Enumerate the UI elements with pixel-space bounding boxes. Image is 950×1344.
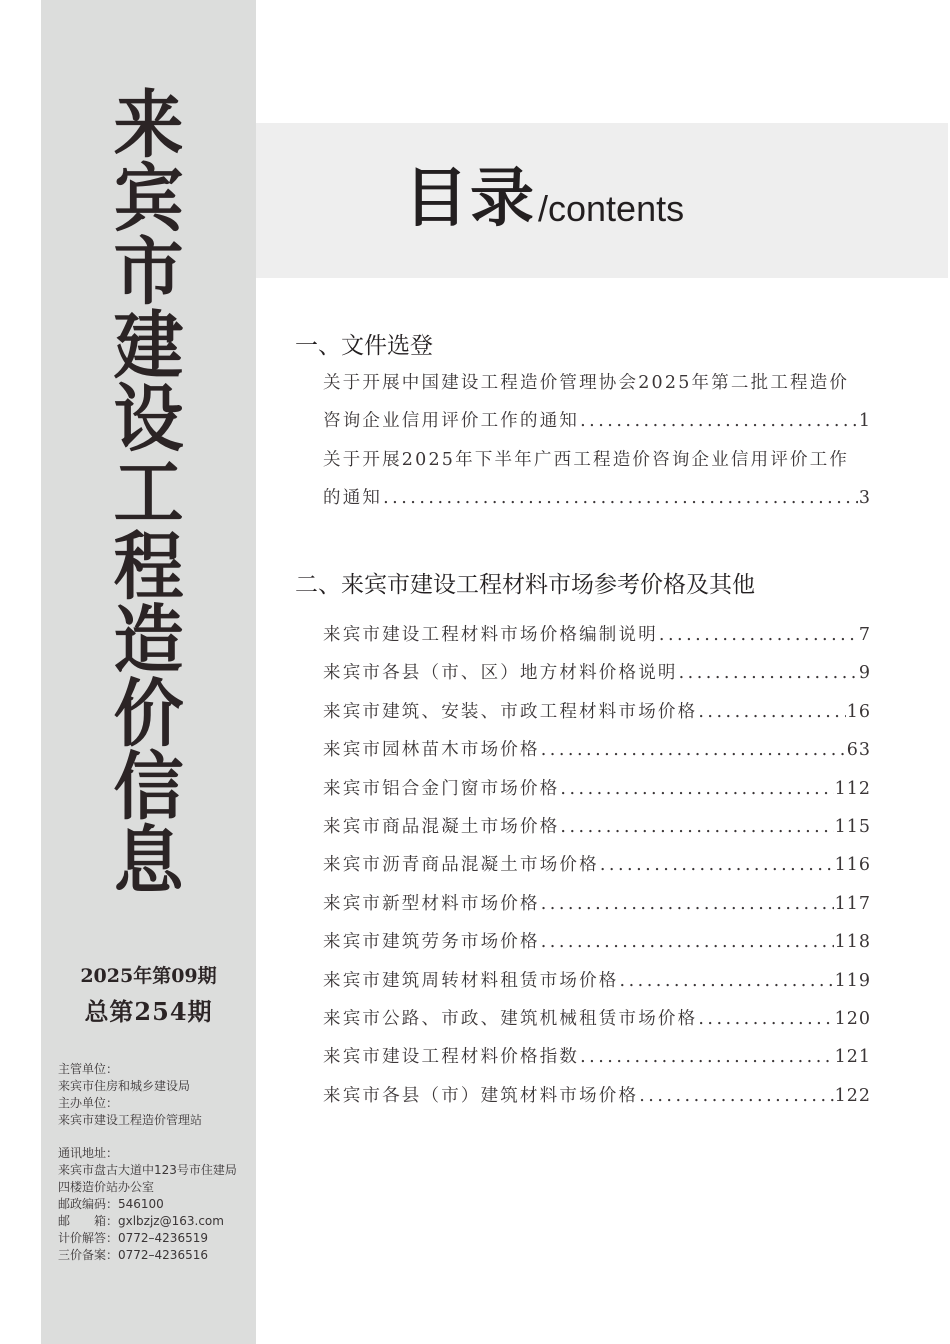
toc-entry[interactable] — [323, 923, 871, 961]
total-issue-number: 总第254期 — [84, 997, 213, 1026]
info-line: 邮 箱：gxlbzjz@163.com — [58, 1214, 224, 1228]
toc-entry-label: 来宾市各县（市）建筑材料市场价格 — [323, 1085, 639, 1106]
title-char: 建 — [113, 301, 184, 389]
toc-entry-label: 来宾市建设工程材料市场价格编制说明 — [323, 625, 658, 645]
toc-page-number: 117 — [834, 893, 871, 914]
toc-page-number: 1 — [858, 411, 871, 432]
toc-entry[interactable] — [323, 885, 871, 923]
section-title: 二、来宾市建设工程材料市场参考价格及其他 — [295, 572, 755, 598]
leader-dots — [600, 846, 834, 884]
title-char: 信 — [113, 743, 184, 831]
section-title: 一、文件选登 — [295, 333, 433, 359]
title-char: 价 — [113, 669, 184, 757]
title-char: 造 — [113, 596, 184, 684]
page-title-en: /contents — [538, 188, 685, 229]
page-title: 目录 — [404, 161, 536, 236]
toc-entry[interactable] — [323, 364, 871, 441]
issue-number: 2025年第09期 — [80, 965, 217, 987]
leader-dots — [541, 923, 834, 961]
leader-dots — [541, 731, 846, 769]
toc-entry-label: 来宾市建筑、安装、市政工程材料市场价格 — [323, 701, 698, 722]
toc-page-number: 116 — [834, 855, 871, 876]
leader-dots — [698, 1000, 833, 1038]
info-line: 主管单位： — [58, 1062, 119, 1076]
info-line: 通讯地址： — [58, 1146, 119, 1160]
info-line: 四楼造价站办公室 — [58, 1180, 155, 1194]
toc-entry-label: 来宾市沥青商品混凝土市场价格 — [323, 855, 599, 876]
info-line: 来宾市住房和城乡建设局 — [58, 1079, 191, 1093]
toc-entry-label-line1: 关于开展2025年下半年广西工程造价咨询企业信用评价工作 — [323, 450, 850, 470]
info-line: 邮政编码：546100 — [58, 1197, 164, 1211]
title-char: 设 — [113, 375, 184, 463]
toc-page-number: 121 — [834, 1047, 871, 1068]
info-line: 来宾市建设工程造价管理站 — [58, 1113, 203, 1127]
sidebar — [41, 0, 256, 1344]
title-char: 程 — [113, 522, 184, 610]
leader-dots — [580, 402, 858, 440]
toc-entry-label: 来宾市新型材料市场价格 — [323, 893, 540, 914]
toc-entry-label: 来宾市建设工程材料价格指数 — [323, 1047, 580, 1068]
contents-header-band — [256, 123, 948, 278]
info-line: 三价备案：0772–4236516 — [58, 1248, 208, 1262]
info-line: 计价解答：0772–4236519 — [58, 1231, 208, 1245]
title-char: 宾 — [113, 154, 184, 242]
leader-dots — [560, 808, 833, 846]
toc-page-number: 16 — [846, 701, 871, 722]
publisher-info — [58, 1061, 202, 1129]
toc-entry[interactable] — [323, 962, 871, 1000]
toc-page-number: 119 — [834, 970, 871, 991]
toc-page-number: 118 — [834, 932, 871, 953]
publication-title-vertical — [41, 80, 256, 904]
toc-page-number: 120 — [834, 1009, 871, 1029]
toc-entry-label: 的通知 — [323, 488, 383, 509]
leader-dots — [659, 616, 858, 654]
leader-dots — [580, 1038, 833, 1076]
toc-page-number: 7 — [858, 625, 871, 645]
leader-dots — [541, 885, 834, 923]
leader-dots — [560, 770, 833, 808]
leader-dots — [383, 479, 858, 517]
toc-entry[interactable] — [323, 731, 871, 769]
toc-entry[interactable] — [323, 770, 871, 808]
toc-entry-label: 来宾市各县（市、区）地方材料价格说明 — [323, 663, 678, 684]
leader-dots — [620, 962, 834, 1000]
title-char: 市 — [113, 228, 184, 316]
title-char: 来 — [113, 80, 184, 169]
toc-entry[interactable] — [323, 846, 871, 884]
toc-entry[interactable] — [323, 654, 871, 692]
toc-page-number: 3 — [858, 488, 871, 509]
info-line: 主办单位： — [58, 1096, 119, 1110]
toc-entry[interactable] — [323, 1038, 871, 1076]
title-char: 息 — [113, 816, 184, 904]
toc-page-number: 122 — [834, 1085, 871, 1106]
toc-entry-label: 来宾市园林苗木市场价格 — [323, 740, 540, 761]
toc-entry-label: 咨询企业信用评价工作的通知 — [323, 411, 580, 432]
toc-entry[interactable] — [323, 693, 871, 731]
leader-dots — [639, 1077, 833, 1115]
contact-info — [58, 1145, 237, 1264]
toc-page-number: 63 — [846, 740, 871, 761]
toc-entry[interactable] — [323, 441, 871, 518]
toc-entry-label: 来宾市商品混凝土市场价格 — [323, 817, 560, 837]
toc-entry[interactable] — [323, 808, 871, 846]
toc-entry[interactable] — [323, 1077, 871, 1115]
leader-dots — [698, 693, 845, 731]
leader-dots — [679, 654, 858, 692]
toc-entry-label: 来宾市铝合金门窗市场价格 — [323, 778, 560, 799]
toc-entry[interactable] — [323, 1000, 871, 1038]
toc-page-number: 9 — [858, 663, 871, 684]
toc-entry-label: 来宾市建筑劳务市场价格 — [323, 932, 540, 953]
toc-page-number: 112 — [834, 778, 871, 799]
title-char: 工 — [113, 448, 184, 537]
toc-entry[interactable] — [323, 616, 871, 654]
toc-entry-label: 来宾市建筑周转材料租赁市场价格 — [323, 970, 619, 991]
toc-entry-label-line1: 关于开展中国建设工程造价管理协会2025年第二批工程造价 — [323, 373, 850, 393]
toc-entry-label: 来宾市公路、市政、建筑机械租赁市场价格 — [323, 1009, 698, 1029]
info-line: 来宾市盘古大道中123号市住建局 — [58, 1163, 237, 1177]
toc-page-number: 115 — [834, 817, 871, 837]
